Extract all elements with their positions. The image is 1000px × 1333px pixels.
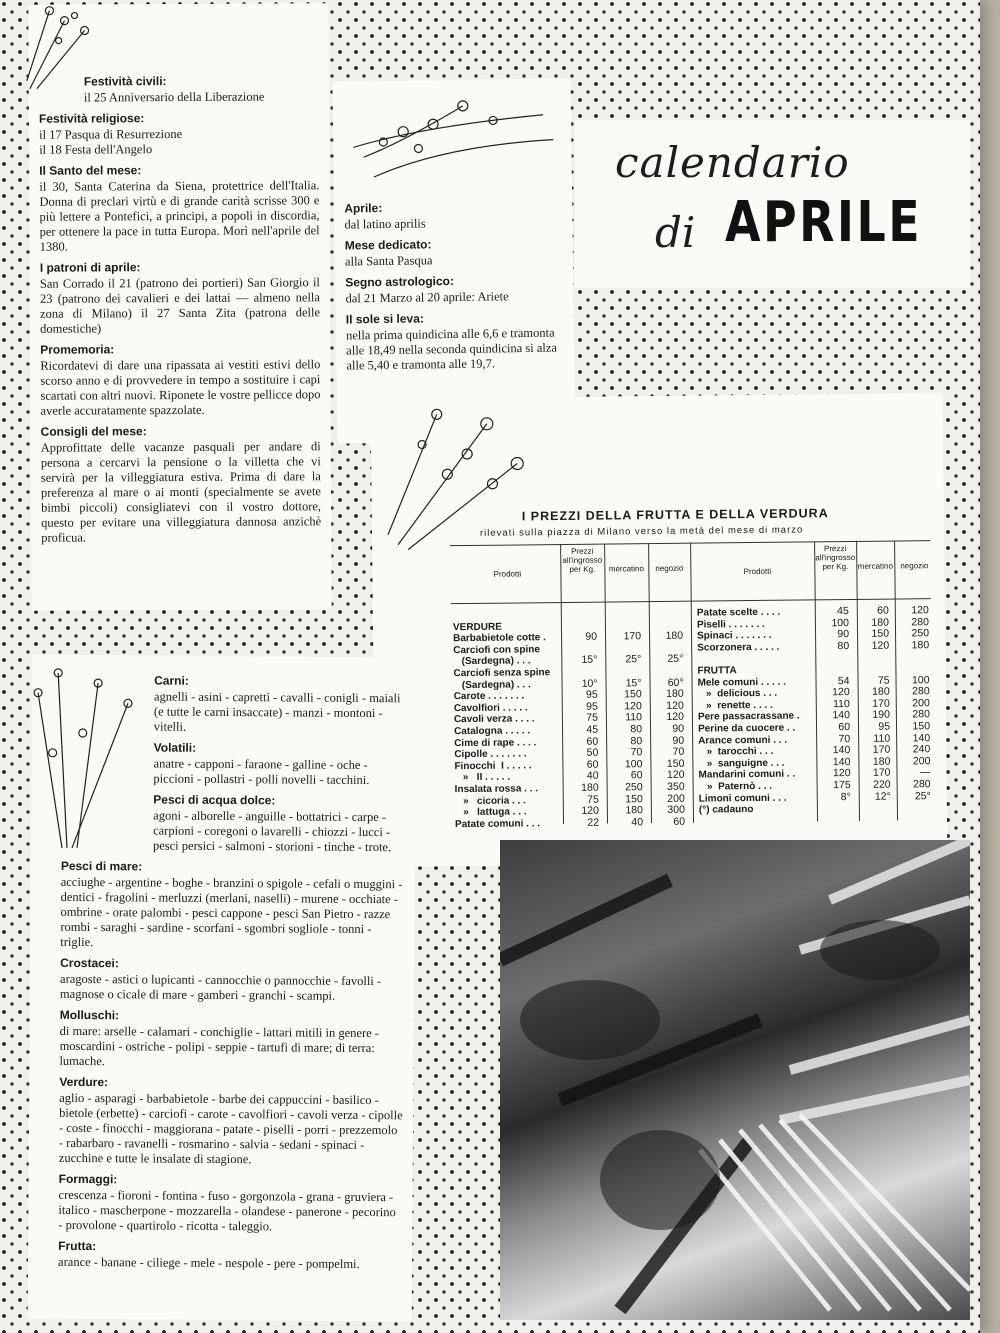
heading-formaggi: Formaggi: [58, 1171, 118, 1187]
info-box-products [28, 655, 417, 1322]
head-ingrosso-left: Prezzi all'ingrosso per Kg. [562, 546, 603, 574]
heading-consigli: Consigli del mese: [40, 424, 147, 439]
text-festivita-religiose-1: il 17 Pasqua di Resurrezione [39, 126, 183, 142]
market-crates-photo [500, 840, 970, 1320]
text-sole: nella prima quindicina alle 6,6 e tramonta alle 18,49 nella seconda quindicina si alza alle 5,40 e tramonta alle 19,7. [345, 325, 558, 373]
text-mese-dedicato: alla Santa Pasqua [344, 253, 433, 269]
head-mercatino-left: mercatino [608, 564, 644, 574]
text-molluschi: di mare: arselle - calamari - conchiglie - lattari mitili in genere - moscardini - ostriche - polipi - seppie - tartufi di mare; di terra: lumache. [59, 1023, 380, 1069]
right-mercatino: 60 180 150 120 75 180 170 190 95 110 170 180 170 220 12° [871, 604, 891, 803]
heading-festivita-civili: Festività civili: [83, 74, 167, 89]
text-aprile: dal latino aprilis [344, 216, 426, 232]
title-block [575, 120, 970, 288]
left-products: VERDURE Barbabietole cotte . Carciofi con spine (Sardegna) . . . Carciofi senza spine (Sardegna) . . . Carote . . . . . . . Cavolfiori . . . . . Cavoli verza . . . . Catalogna . . . . . Cime di rape . . . . Cipolle . . . . . . . Finocchi I . . . . . » II . . . . . Insalata rossa . . . » cicoria . . . » lattuga . . . Patate comuni . . . [452, 610, 551, 830]
title-calendario: calendario [615, 138, 850, 187]
info-box-holidays [28, 3, 331, 611]
heading-promemoria: Promemoria: [40, 342, 115, 357]
text-formaggi: crescenza - fioroni - fontina - fuso - gorgonzola - grana - gruviera - italico - mascherpone - mozzarella - olandese - panerone - pecorino - provolone - quartirolo - ricotta - taleggio. [58, 1187, 396, 1234]
heading-pesci-dolce: Pesci di acqua dolce: [153, 792, 276, 808]
text-segno: dal 21 Marzo al 20 aprile: Ariete [345, 289, 509, 306]
table-title: I PREZZI DELLA FRUTTA E DELLA VERDURA [521, 506, 829, 524]
head-negozio-left: negozio [655, 563, 684, 574]
text-frutta: arance - banane - ciliege - mele - nespole - pere - pompelmi. [58, 1254, 360, 1271]
left-ingrosso: 90 15° 10° 95 95 75 45 60 50 60 40 180 75 120 22 [581, 607, 600, 829]
heading-santo: Il Santo del mese: [39, 163, 142, 178]
text-crostacei: aragoste - astici o lupicanti - cannocchie o pannocchie - favolli - magnose o cicale di mare - gamberi - granchi - scampi. [59, 971, 382, 1003]
head-prodotti-right: Prodotti [743, 566, 772, 577]
left-mercatino: 170 25° 15° 150 120 110 80 80 70 100 60 250 150 180 40 [623, 607, 644, 828]
text-verdure: aglio - asparagi - barbabietole - barbe dei cappuccini - basilico - bietole (erbette) - carciofi - carote - cavolfiori - cavoli verza - cipolle - coste - finocchi - maggiorana - patate - piselli - porri - prezzemolo - rabarbaro - ravanelli - rosmarino - salvia - sedani - spinaci - zucchine e tutte le insalate di stagione. [58, 1090, 403, 1167]
heading-patroni: I patroni di aprile: [39, 260, 141, 275]
heading-verdure: Verdure: [59, 1074, 109, 1090]
info-box-month [332, 78, 575, 443]
text-patroni: San Corrado il 21 (patrono dei portieri) San Giorgio il 23 (patrono dei cavalieri e dei lattai — almeno nella zona di Milano) il 27 Santa Zita (patrona delle domestiche) [39, 275, 321, 336]
heading-mese-dedicato: Mese dedicato: [344, 237, 432, 253]
blossom-stems-icon [27, 663, 138, 854]
heading-pesci-mare: Pesci di mare: [60, 858, 143, 874]
title-di: di [655, 208, 696, 257]
head-ingrosso-right: Prezzi all'ingrosso per Kg. [815, 544, 856, 572]
head-negozio-right: negozio [900, 561, 929, 571]
text-volatili: anatre - capponi - faraone - galline - oche - piccioni - pollastri - polli novelli - tacchini. [153, 756, 370, 788]
text-pesci-dolce: agoni - alborelle - anguille - bottatrici - carpe - carpioni - coregoni o lavarelli - chiozzi - lucci - pesci persici - salmoni - storioni - tinche - trote. [152, 808, 392, 855]
left-negozio: 180 25° 60° 180 120 120 90 90 70 150 120 350 200 300 60 [665, 606, 686, 828]
text-santo: il 30, Santa Caterina da Siena, protettrice dell'Italia. Donna di preclari virtù e di grande carità scrisse 300 e più lettere a Pontefici, a principi, a popoli in discordia, per ottenere la pace in tutta Europa. Morì nell'aprile del 1380. [39, 178, 320, 254]
heading-festivita-religiose: Festività religiose: [38, 111, 145, 126]
heading-segno: Segno astrologico: [345, 274, 455, 290]
text-pesci-mare: acciughe - argentine - boghe - branzini o spigole - cefali o muggini - dentici - fragolini - merluzzi (merlani, naselli) - murene - occhiate - ombrine - orate palombi - pesci cappone - pesci San Pietro - razze rombi - saraghi - sardine - scorfani - sgombri sogliole - tonni - triglie. [60, 874, 403, 950]
heading-carni: Carni: [154, 673, 189, 688]
heading-volatili: Volatili: [153, 740, 197, 755]
text-carni: agnelli - asini - capretti - cavalli - conigli - maiali (e tutte le carni insaccate) - manzi - montoni - vitelli. [153, 689, 401, 734]
table-subtitle: rilevati sulla piazza di Milano verso la metà del mese di marzo [479, 524, 804, 539]
title-aprile: APRILE [725, 190, 923, 255]
heading-sole: Il sole si leva: [345, 311, 424, 327]
right-negozio: 120 280 250 180 100 280 200 280 150 140 240 200 — 280 25° [911, 604, 931, 802]
text-festivita-religiose-2: il 18 Festa dell'Angelo [39, 142, 153, 157]
right-products: Patate scelte . . . . Piselli . . . . . . . Spinaci . . . . . . . Scorzonera . . . . . FRUTTA Mele comuni . . . . . » delicious . . . » renette . . . . Pere passacrassane . Perine da cuocere . . Arance comuni . . . » tarocchi . . . » sanguigne . . . Mandarini comuni . . » Paternò . . . Limoni comuni . . . (°) cadauno [696, 606, 800, 816]
head-mercatino-right: mercatino [857, 561, 893, 571]
head-prodotti-left: Prodotti [493, 569, 522, 579]
text-promemoria: Ricordatevi di dare una ripassata ai vestiti estivi dello scorso anno e di provvedere in tempo a sostituire i capi scartati con altri nuovi. Riponete le vostre pellicce dopo averle accuratamente spazzolate. [40, 357, 321, 418]
vegetable-crates-icon [500, 840, 970, 1320]
text-consigli: Approfittate delle vacanze pasquali per andare di persona a cercarvi la pensione o la villetta che vi servirà per la villeggiatura estiva. Prima di dare la preferenza al mare o ai monti (specialmente se avete bimbi piccoli) consigliatevi con il vostro dottore, questo per evitare una villeggiatura dannosa anzichè proficua. [40, 439, 322, 545]
heading-aprile: Aprile: [344, 200, 383, 216]
right-ingrosso: 45 100 90 80 54 120 110 140 60 70 140 140 120 175 8° [831, 605, 851, 803]
blossom-sprig-icon [24, 0, 114, 90]
heading-crostacei: Crostacei: [60, 955, 119, 971]
text-festivita-civili: il 25 Anniversario della Liberazione [83, 89, 265, 105]
price-table-box [371, 393, 948, 867]
heading-molluschi: Molluschi: [59, 1007, 120, 1023]
heading-frutta: Frutta: [58, 1238, 97, 1254]
blossom-branch-icon [343, 84, 565, 197]
